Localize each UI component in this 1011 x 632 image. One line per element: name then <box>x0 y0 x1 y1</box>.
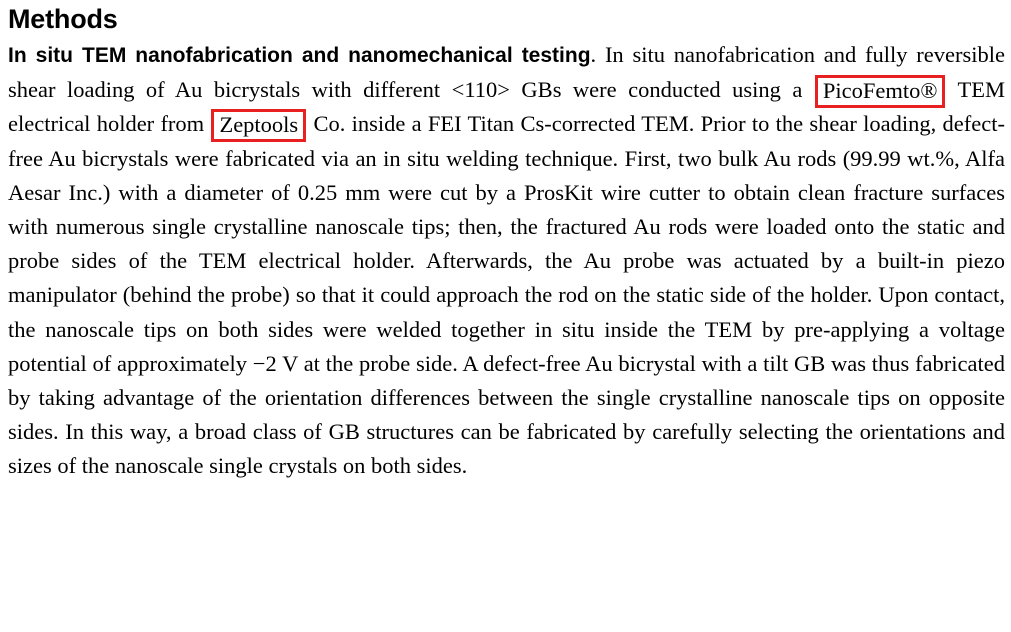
paragraph-text-part-3: Co. inside a FEI Titan Cs-corrected TEM. Prior to the shear loading, defect-free Au bicrystals were fabricated via an in situ welding technique. First, two bulk Au rods (99.99 wt.%, Alfa Aesar Inc.) with a diameter of 0.25 mm were cut by a ProsKit wire cutter to obtain clean fracture surfaces with numerous single crystalline nanoscale tips; then, the fractured Au rods were loaded onto the static and probe sides of the TEM electrical holder. Afterwards, the Au probe was actuated by a built-in piezo manipulator (behind the probe) so that it could approach the rod on the static side of the holder. Upon contact, the nanoscale tips on both sides were welded together in situ inside the TEM by pre-applying a voltage potential of approximately −2 V at the probe side. A defect-free Au bicrystal with a tilt GB was thus fabricated by taking advantage of the orientation differences between the single crystalline nanoscale tips on opposite sides. In this way, a broad class of GB structures can be fabricated by carefully selecting the orientations and sizes of the nanoscale single crystals on both sides. <box>8 111 1005 479</box>
highlight-picofemto[interactable] <box>815 75 946 108</box>
highlight-zeptools[interactable] <box>211 109 306 142</box>
document-page <box>0 2 1011 632</box>
paragraph-text-part-1: . In situ nanofabrication and fully reversible shear loading of Au bicrystals with different <110> GBs were conducted using a <box>8 42 1005 103</box>
paragraph-text-part-2: TEM electrical holder from <box>8 77 1005 137</box>
methods-paragraph <box>8 38 1005 484</box>
highlight-zeptools-label: Zeptools <box>219 112 299 138</box>
subsection-run-in-heading: In situ TEM nanofabrication and nanomechanical testing <box>8 44 591 67</box>
highlight-picofemto-label: PicoFemto® <box>822 78 938 104</box>
page-title: Methods <box>8 4 118 34</box>
